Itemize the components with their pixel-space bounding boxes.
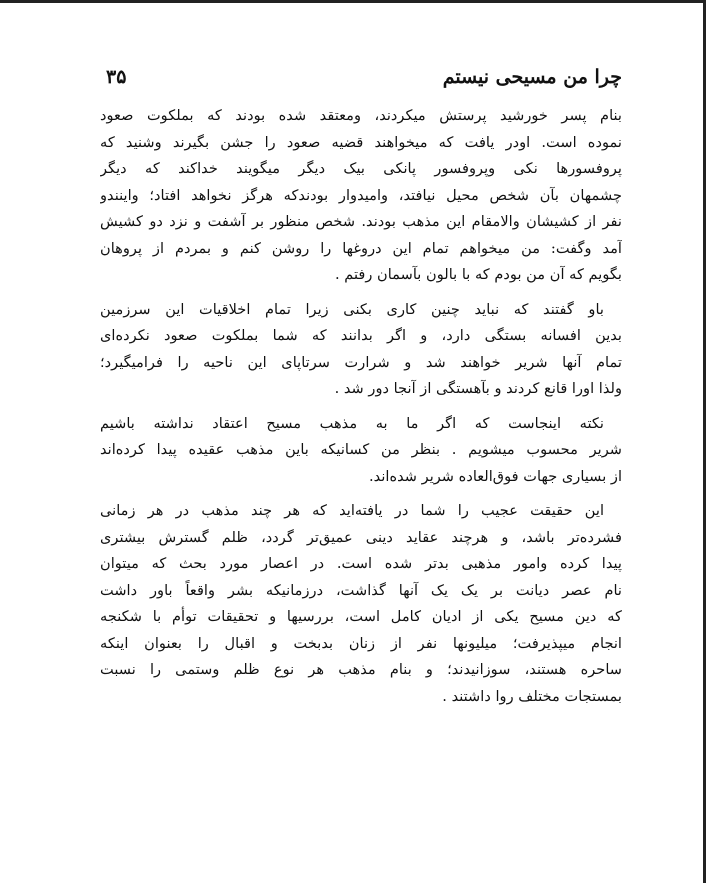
text-line: شریر محسوب میشویم . بنظر من کسانیکه باین مذهب عقیده پیدا کرده‌اند bbox=[100, 441, 622, 458]
text-line: آمد وگفت: من میخواهم تمام این دروغها را روشن کنم و بمردم از پروهان bbox=[100, 239, 622, 257]
text-line: بنام پسر خورشید پرستش میکردند، ومعتقد شده بودند که بملکوت صعود bbox=[100, 107, 622, 124]
page-number: ۳۵ bbox=[106, 66, 127, 88]
text-line: باو گفتند که نباید چنین کاری بکنی زیرا تمام اخلاقیات این سرزمین bbox=[100, 300, 604, 318]
book-page bbox=[100, 66, 622, 710]
text-line: این حقیقت عجیب را شما در یافته‌اید که هر چند مذهب در هر زمانی bbox=[100, 502, 604, 519]
text-line: انجام میپذیرفت؛ میلیونها نفر از زنان بدبخت و اقبال را بعنوان اینکه bbox=[100, 634, 622, 652]
text-line: بگویم که آن من بودم که با بالون بآسمان رفتم . bbox=[334, 266, 622, 283]
text-line: نام عصر دیانت بر یک یک آنها گذاشت، درزمانیکه بشر واقعاً باور داشت bbox=[100, 581, 622, 599]
paragraph-1 bbox=[100, 103, 622, 289]
text-line: نفر از کشیشان والامقام این مذهب بودند. شخص منظور بر آشفت و نزد دو کشیش bbox=[100, 213, 622, 230]
paragraph-4 bbox=[100, 498, 622, 710]
text-line: بدین افسانه بستگی دارد، و اگر بدانند که شما بملکوت صعود نکرده‌ای bbox=[100, 327, 622, 344]
text-line: ولذا اورا قانع کردند و بآهستگی از آنجا دور شد . bbox=[334, 380, 622, 397]
running-title: چرا من مسیحی نیستم bbox=[442, 66, 622, 88]
paragraph-3 bbox=[100, 411, 622, 491]
text-line: تمام آنها شریر خواهند شد و شرارت سرتاپای این ناحیه را فرامیگیرد؛ bbox=[100, 353, 622, 371]
text-line: نموده است. اودر یافت که میخواهند قضیه صعود را جشن بگیرند وشنید که bbox=[100, 133, 622, 151]
text-line: که دین مسیح یکی از ادیان کامل است، بررسیها و تحقیقات توأم با شکنجه bbox=[100, 608, 622, 625]
paragraph-2 bbox=[100, 297, 622, 403]
text-line: فشرده‌تر باشد، و هرچند عقاید دینی عمیق‌تر گردد، ظلم گسترش بیشتری bbox=[100, 528, 622, 546]
text-line: پیدا کرده وامور مذهبی بدتر شده است. در اعصار مورد بحث که میتوان bbox=[100, 555, 622, 572]
page-header bbox=[100, 66, 622, 103]
top-border bbox=[0, 0, 706, 3]
text-line: بمستجات مختلف روا داشتند . bbox=[442, 687, 622, 705]
text-line: از بسیاری جهات فوق‌العاده شریر شده‌اند. bbox=[369, 467, 622, 485]
text-line: نکته اینجاست که اگر ما به مذهب مسیح اعتقاد نداشته باشیم bbox=[100, 414, 604, 432]
text-line: چشمهان بآن شخص محیل نیافتد، وامیدوار بودندکه هرگز نخواهد افتاد؛ واینندو bbox=[100, 186, 622, 204]
text-line: پروفسورها نکی وپروفسور پانکی بیک دیگر میگویند خداکند که دیگر bbox=[100, 160, 622, 177]
text-line: ساحره هستند، سوزانیدند؛ و بنام مذهب هر نوع ظلم وستمی را نسبت bbox=[100, 661, 622, 678]
